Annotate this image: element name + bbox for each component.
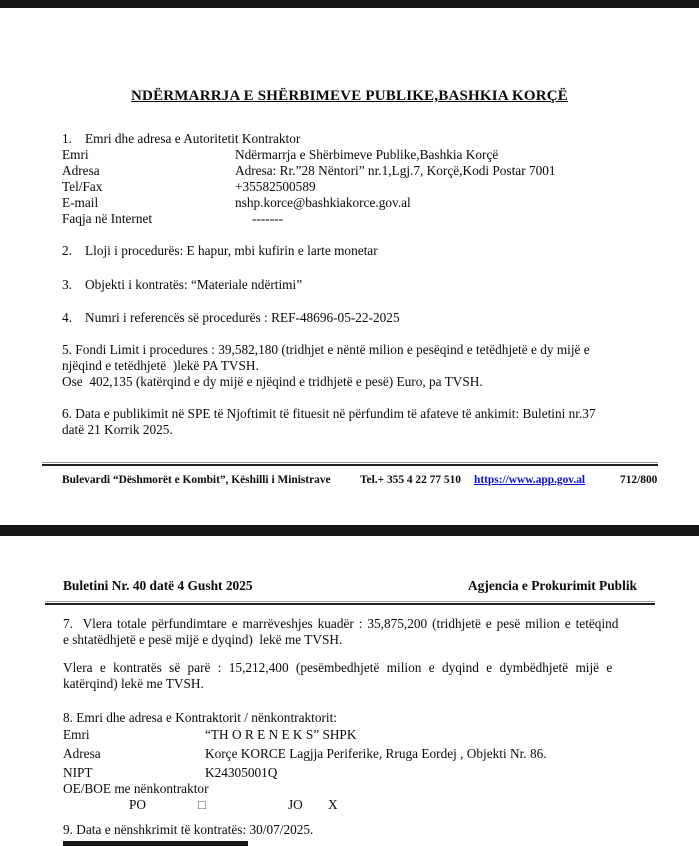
contractor-value-nipt: K24305001Q bbox=[205, 765, 278, 780]
item6-line2: datë 21 Korrik 2025. bbox=[62, 422, 173, 437]
contractor-label-nipt: NIPT bbox=[63, 765, 93, 780]
po-checkbox-icon: □ bbox=[198, 797, 206, 812]
footer-tel: Tel.+ 355 4 22 77 510 bbox=[360, 474, 461, 486]
contractor-label-adresa: Adresa bbox=[63, 746, 101, 761]
field-label-website: Faqja në Internet bbox=[62, 211, 153, 226]
item6-line1: 6. Data e publikimit në SPE të Njoftimit të fituesit në përfundim të afateve të ankimit: Buletini nr.37 bbox=[62, 406, 596, 421]
item8-heading: 8. Emri dhe adresa e Kontraktorit / nënkontraktorit: bbox=[63, 710, 337, 725]
item5-line2: njëqind e tetëdhjetë )lekë PA TVSH. bbox=[62, 358, 259, 373]
contractor-value-adresa: Korçe KORCE Lagjja Periferike, Rruga Eordej , Objekti Nr. 86. bbox=[205, 746, 547, 761]
item2-number: 2. bbox=[62, 243, 72, 258]
item7-line2: e shtatëdhjetë e pesë mijë e dyqind) lekë me TVSH. bbox=[63, 632, 343, 647]
field-value-emri: Ndërmarrja e Shërbimeve Publike,Bashkia Korçë bbox=[235, 147, 499, 162]
contractor-label-emri: Emri bbox=[63, 727, 90, 742]
field-label-emri: Emri bbox=[62, 147, 89, 162]
subcontractor-label: OE/BOE me nënkontraktor bbox=[63, 781, 209, 796]
bulletin-header-left: Buletini Nr. 40 datë 4 Gusht 2025 bbox=[63, 578, 253, 593]
footer-page-number: 712/800 bbox=[620, 474, 658, 486]
item4-text: Numri i referencës së procedurës : REF-48696-05-22-2025 bbox=[85, 310, 400, 325]
bulletin-header-right: Agjencia e Prokurimit Publik bbox=[468, 578, 637, 593]
item5-line3: Ose 402,135 (katërqind e dy mijë e njëqind e tridhjetë e pesë) Euro, pa TVSH. bbox=[62, 374, 483, 389]
footer-app-gov-link[interactable]: https://www.app.gov.al bbox=[474, 474, 586, 486]
item9-text: 9. Data e nënshkrimit të kontratës: 30/07/2025. bbox=[63, 822, 314, 837]
page-separator-bar bbox=[0, 525, 699, 536]
item3-number: 3. bbox=[62, 277, 72, 292]
viewer-top-bar bbox=[0, 0, 699, 8]
jo-x-mark: X bbox=[328, 797, 338, 812]
document-title: NDËRMARRJA E SHËRBIMEVE PUBLIKE,BASHKIA KORÇË bbox=[131, 88, 568, 104]
field-value-website: ------- bbox=[252, 211, 283, 226]
field-value-telfax: +35582500589 bbox=[235, 179, 316, 194]
jo-label: JO bbox=[288, 797, 303, 812]
header-rule bbox=[45, 601, 655, 605]
item1-heading: Emri dhe adresa e Autoritetit Kontraktor bbox=[85, 131, 301, 146]
po-label: PO bbox=[129, 797, 146, 812]
contract-value-line1: Vlera e kontratës së parë : 15,212,400 (pesëmbedhjetë milion e dyqind e dymbëdhjetë mijë e bbox=[63, 660, 613, 675]
footer-address: Bulevardi “Dëshmorët e Kombit”, Këshilli i Ministrave bbox=[62, 474, 331, 486]
field-value-adresa: Adresa: Rr.”28 Nëntori” nr.1,Lgj.7, Korçë,Kodi Postar 7001 bbox=[235, 163, 556, 178]
field-label-adresa: Adresa bbox=[62, 163, 100, 178]
item4-number: 4. bbox=[62, 310, 72, 325]
contractor-value-emri: “TH O R E N E K S” SHPK bbox=[205, 727, 357, 742]
item2-text: Lloji i procedurës: E hapur, mbi kufirin e larte monetar bbox=[85, 243, 378, 258]
field-value-email: nshp.korce@bashkiakorce.gov.al bbox=[235, 195, 411, 210]
field-label-email: E-mail bbox=[62, 195, 99, 210]
field-label-telfax: Tel/Fax bbox=[62, 179, 103, 194]
next-page-separator-bar bbox=[63, 841, 248, 846]
item7-line1: 7. Vlera totale përfundimtare e marrëveshjes kuadër : 35,875,200 (tridhjetë e pesë milion e tetëqind bbox=[63, 616, 619, 631]
contract-value-line2: katërqind) lekë me TVSH. bbox=[63, 676, 204, 691]
footer-rule bbox=[42, 462, 658, 466]
item5-line1: 5. Fondi Limit i procedures : 39,582,180 (tridhjet e nëntë milion e pesëqind e tetëdhjetë e dy mijë e bbox=[62, 342, 590, 357]
item1-number: 1. bbox=[62, 131, 72, 146]
item3-text: Objekti i kontratës: “Materiale ndërtimi” bbox=[85, 277, 303, 292]
